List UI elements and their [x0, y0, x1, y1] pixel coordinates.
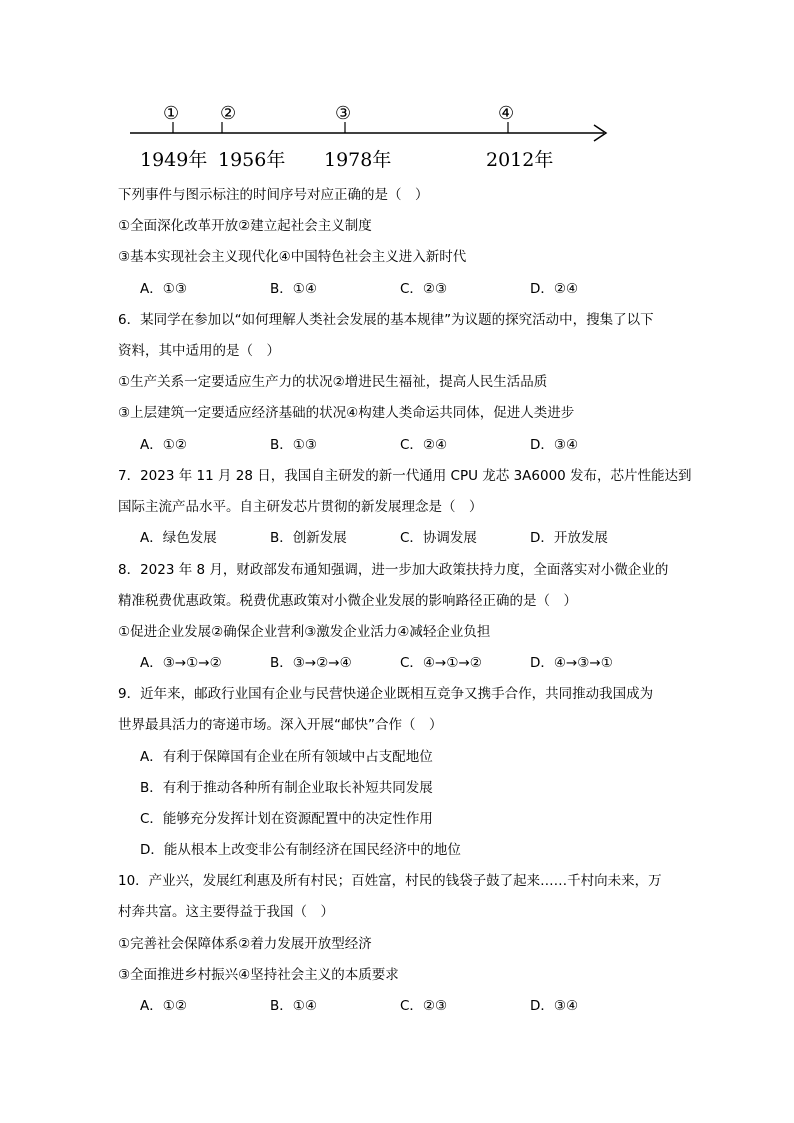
q6-option-c[interactable]: C．②④	[400, 437, 448, 453]
q8-option-b[interactable]: B．③→②→④	[270, 655, 352, 671]
q8-options	[140, 653, 660, 673]
q10-option-c[interactable]: C．②③	[400, 998, 448, 1014]
timeline-year-1: 1949年	[140, 149, 208, 171]
q8-option-a[interactable]: A．③→①→②	[140, 655, 222, 671]
q5-option-b[interactable]: B．①④	[270, 281, 317, 297]
q8-stem-line2: 精准税费优惠政策。税费优惠政策对小微企业发展的影响路径正确的是（ ）	[118, 593, 577, 609]
q6-option-b[interactable]: B．①③	[270, 437, 317, 453]
q10-stem-line2: 村奔共富。这主要得益于我国（ ）	[118, 904, 334, 920]
q6-items-line1: ①生产关系一定要适应生产力的状况②增进民生福祉，提高人民生活品质	[118, 374, 548, 390]
q7-option-a[interactable]: A．绿色发展	[140, 530, 217, 546]
timeline-year-4: 2012年	[486, 149, 554, 171]
q5-option-a[interactable]: A．①③	[140, 281, 187, 297]
q9-option-a[interactable]: A．有利于保障国有企业在所有领域中占支配地位	[140, 749, 433, 765]
q8-option-d[interactable]: D．④→③→①	[530, 655, 613, 671]
q7-options	[140, 528, 660, 548]
timeline-marker-1: ①	[163, 103, 180, 124]
timeline-marker-2: ②	[220, 103, 237, 124]
q6-stem-line1: 6．某同学在参加以“如何理解人类社会发展的基本规律”为议题的探究活动中，搜集了以下	[118, 312, 654, 328]
q5-option-c[interactable]: C．②③	[400, 281, 448, 297]
timeline-diagram	[0, 0, 794, 180]
q9-stem-line2: 世界最具活力的寄递市场。深入开展“邮快”合作（ ）	[118, 717, 443, 733]
q6-option-a[interactable]: A．①②	[140, 437, 187, 453]
timeline-marker-4: ④	[498, 103, 515, 124]
q6-option-d[interactable]: D．③④	[530, 437, 579, 453]
q7-stem-line1: 7．2023 年 11 月 28 日，我国自主研发的新一代通用 CPU 龙芯 3A6000 发布，芯片性能达到	[118, 468, 692, 484]
q9-stem-line1: 9．近年来，邮政行业国有企业与民营快递企业既相互竞争又携手合作，共同推动我国成为	[118, 686, 654, 702]
q9-option-c[interactable]: C．能够充分发挥计划在资源配置中的决定性作用	[140, 811, 433, 827]
q6-options	[140, 435, 660, 455]
q9-option-b[interactable]: B．有利于推动各种所有制企业取长补短共同发展	[140, 780, 433, 796]
q10-option-b[interactable]: B．①④	[270, 998, 317, 1014]
q7-option-c[interactable]: C．协调发展	[400, 530, 477, 546]
q7-stem-line2: 国际主流产品水平。自主研发芯片贯彻的新发展理念是（ ）	[118, 499, 483, 515]
q8-option-c[interactable]: C．④→①→②	[400, 655, 482, 671]
timeline-year-3: 1978年	[324, 149, 392, 171]
q8-stem-line1: 8．2023 年 8 月，财政部发布通知强调，进一步加大政策扶持力度，全面落实对小微企业的	[118, 562, 669, 578]
q8-items-line1: ①促进企业发展②确保企业营利③激发企业活力④减轻企业负担	[118, 624, 491, 640]
q5-stem: 下列事件与图示标注的时间序号对应正确的是（ ）	[118, 187, 429, 203]
q10-option-d[interactable]: D．③④	[530, 998, 579, 1014]
q10-options	[140, 996, 660, 1016]
q5-option-d[interactable]: D．②④	[530, 281, 579, 297]
q5-items-line2: ③基本实现社会主义现代化④中国特色社会主义进入新时代	[118, 249, 467, 265]
timeline-year-2: 1956年	[218, 149, 286, 171]
q7-option-b[interactable]: B．创新发展	[270, 530, 347, 546]
q10-items-line2: ③全面推进乡村振兴④坚持社会主义的本质要求	[118, 967, 399, 983]
q10-stem-line1: 10．产业兴，发展红利惠及所有村民；百姓富，村民的钱袋子鼓了起来……千村向未来，万	[118, 873, 662, 889]
q6-items-line2: ③上层建筑一定要适应经济基础的状况④构建人类命运共同体，促进人类进步	[118, 405, 575, 421]
q10-items-line1: ①完善社会保障体系②着力发展开放型经济	[118, 936, 372, 952]
q5-items-line1: ①全面深化改革开放②建立起社会主义制度	[118, 218, 372, 234]
q7-option-d[interactable]: D．开放发展	[530, 530, 608, 546]
q6-stem-line2: 资料，其中适用的是（ ）	[118, 343, 280, 359]
q9-option-d[interactable]: D．能从根本上改变非公有制经济在国民经济中的地位	[140, 842, 461, 858]
timeline-marker-3: ③	[335, 103, 352, 124]
q10-option-a[interactable]: A．①②	[140, 998, 187, 1014]
q5-options	[140, 279, 660, 299]
